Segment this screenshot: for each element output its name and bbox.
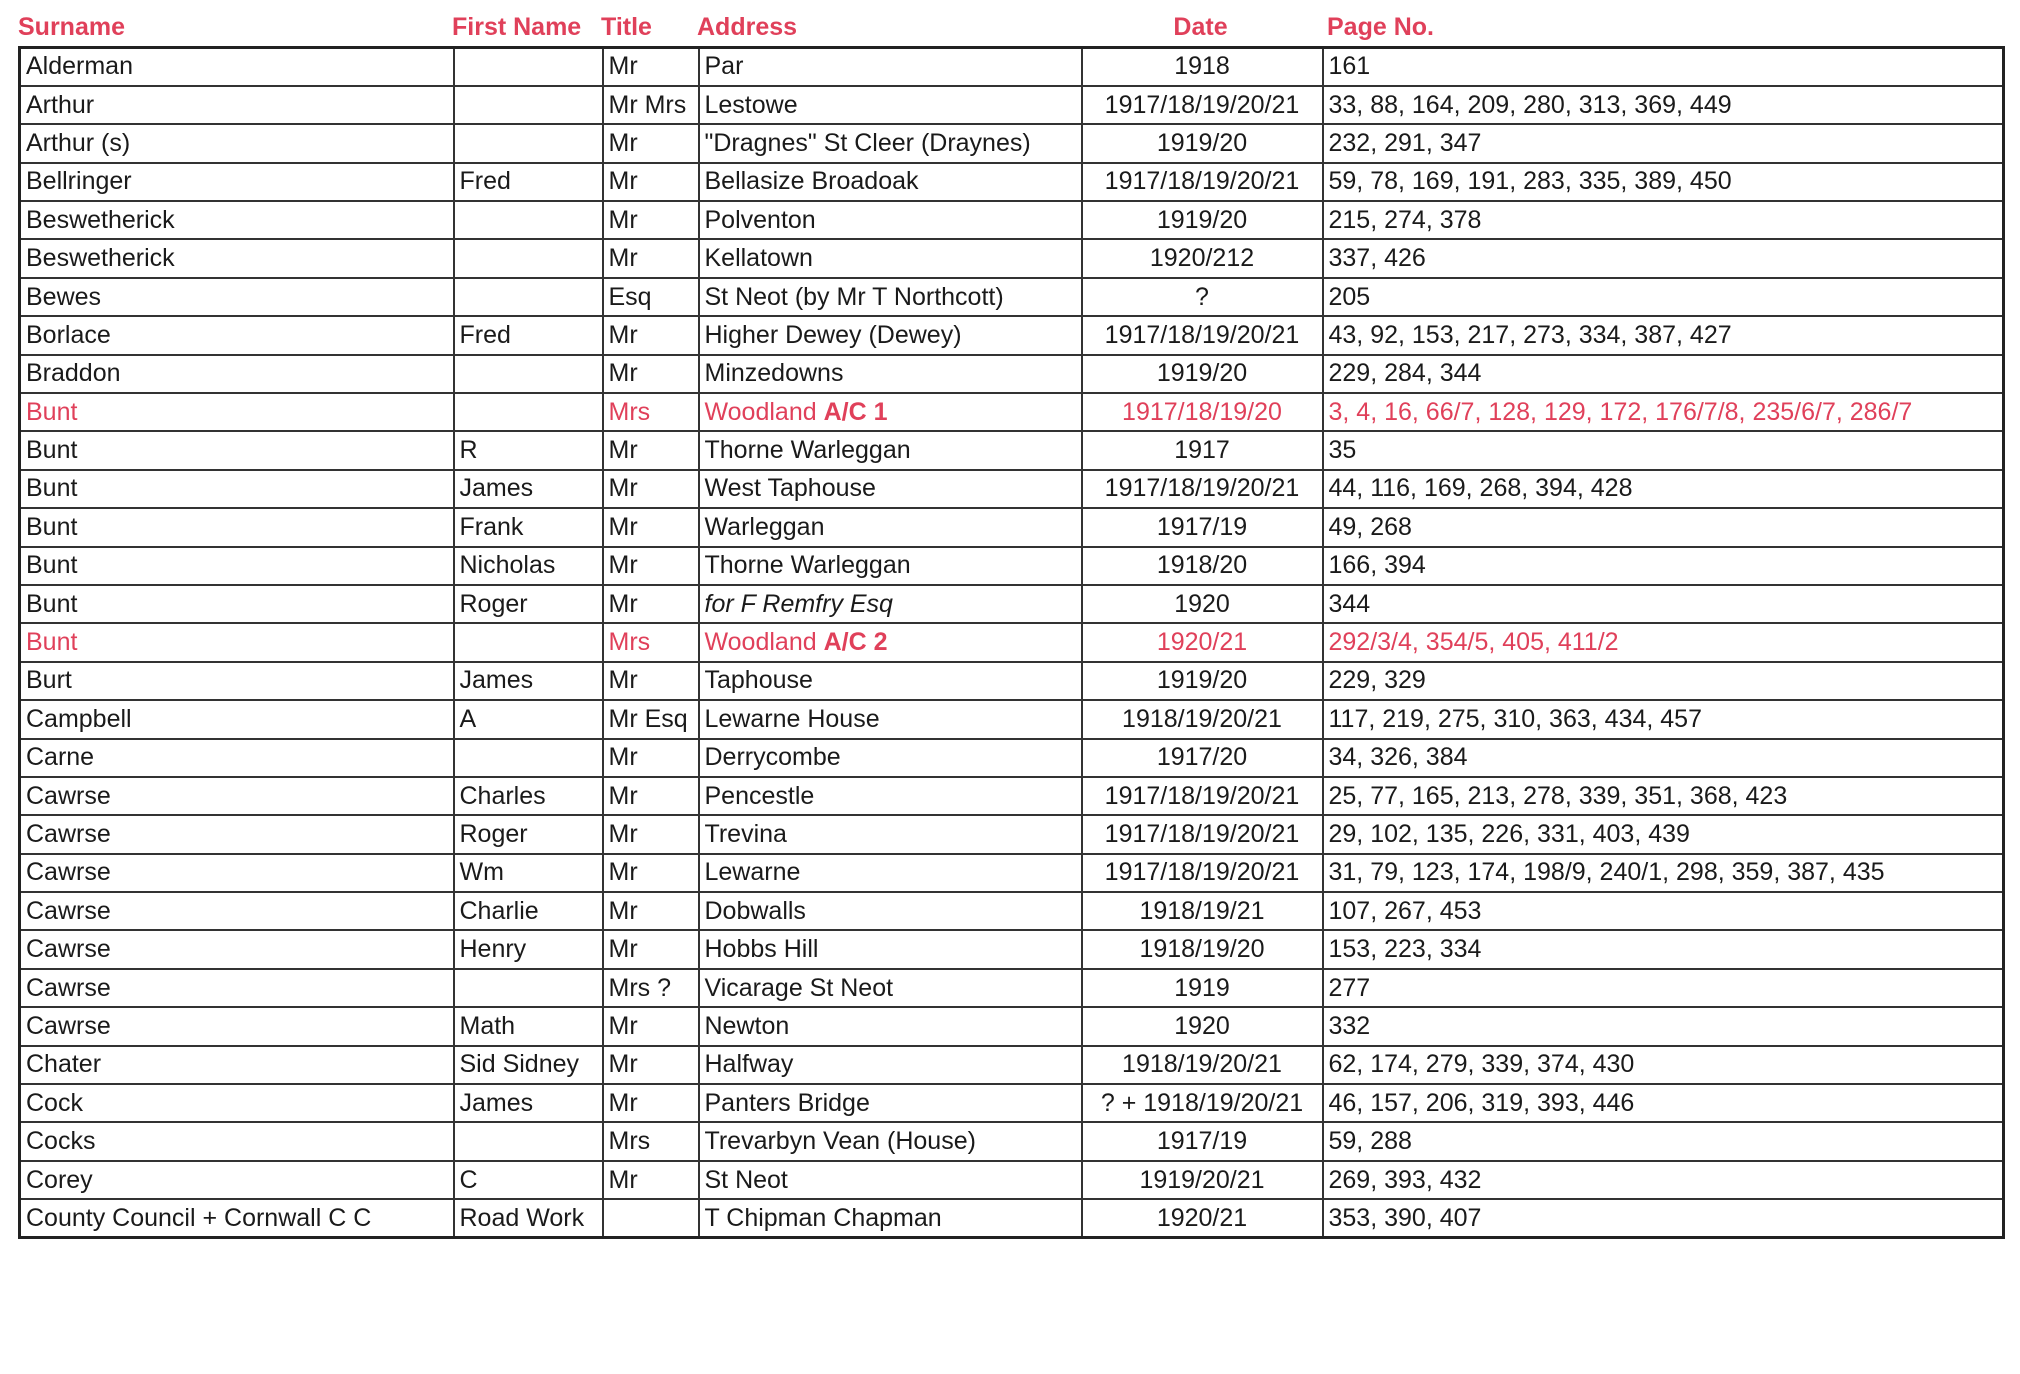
address-text: Thorne Warleggan	[704, 436, 911, 465]
cell-surname: Cawrse	[20, 1007, 454, 1045]
address-text: Dobwalls	[704, 896, 806, 925]
cell-first-name	[454, 278, 603, 316]
cell-first-name: Sid Sidney	[454, 1046, 603, 1084]
cell-title: Mrs	[603, 393, 699, 431]
table-row	[20, 1046, 2004, 1084]
address-text: Hobbs Hill	[704, 935, 819, 964]
cell-date: 1917/18/19/20/21	[1082, 470, 1323, 508]
table-row	[20, 1007, 2004, 1045]
cell-date: 1917	[1082, 431, 1323, 469]
cell-address	[699, 854, 1082, 892]
cell-date: 1917/18/19/20/21	[1082, 854, 1323, 892]
address-text: Lestowe	[704, 90, 798, 119]
address-text: "Dragnes" St Cleer (Draynes)	[704, 128, 1031, 157]
cell-date: 1918/19/20	[1082, 930, 1323, 968]
cell-first-name: Roger	[454, 815, 603, 853]
cell-title: Mr	[603, 163, 699, 201]
table-row	[20, 201, 2004, 239]
cell-address	[699, 431, 1082, 469]
cell-page-no: 153, 223, 334	[1323, 930, 2004, 968]
cell-page-no: 205	[1323, 278, 2004, 316]
cell-title: Mr	[603, 892, 699, 930]
cell-title: Mr	[603, 777, 699, 815]
cell-first-name: James	[454, 662, 603, 700]
cell-surname: Cawrse	[20, 854, 454, 892]
cell-address	[699, 930, 1082, 968]
cell-address	[699, 662, 1082, 700]
cell-address	[699, 470, 1082, 508]
cell-page-no: 25, 77, 165, 213, 278, 339, 351, 368, 423	[1323, 777, 2004, 815]
cell-address	[699, 393, 1082, 431]
cell-date: 1917/18/19/20/21	[1082, 163, 1323, 201]
table-row	[20, 777, 2004, 815]
address-text: Panters Bridge	[704, 1088, 870, 1117]
cell-first-name	[454, 124, 603, 162]
cell-surname: Cawrse	[20, 892, 454, 930]
cell-title: Mr	[603, 316, 699, 354]
cell-surname: Bellringer	[20, 163, 454, 201]
cell-page-no: 166, 394	[1323, 547, 2004, 585]
table-row	[20, 86, 2004, 124]
cell-date: 1919/20	[1082, 124, 1323, 162]
cell-first-name: Nicholas	[454, 547, 603, 585]
cell-address	[699, 1199, 1082, 1237]
cell-date: 1920	[1082, 1007, 1323, 1045]
cell-title: Mr	[603, 585, 699, 623]
cell-first-name: A	[454, 700, 603, 738]
cell-page-no: 34, 326, 384	[1323, 739, 2004, 777]
cell-date: 1918/19/20/21	[1082, 1046, 1323, 1084]
address-text: Derrycombe	[704, 743, 841, 772]
cell-address	[699, 239, 1082, 277]
cell-first-name: Charles	[454, 777, 603, 815]
cell-title: Mrs	[603, 1122, 699, 1160]
table-row	[20, 700, 2004, 738]
header-address: Address	[697, 12, 798, 41]
cell-first-name	[454, 239, 603, 277]
address-text: for F Remfry Esq	[704, 589, 893, 618]
cell-title: Mr Esq	[603, 700, 699, 738]
cell-first-name: Fred	[454, 316, 603, 354]
cell-surname: County Council + Cornwall C C	[20, 1199, 454, 1237]
cell-surname: Cawrse	[20, 815, 454, 853]
cell-first-name: R	[454, 431, 603, 469]
cell-title: Mr	[603, 48, 699, 86]
cell-surname: Carne	[20, 739, 454, 777]
address-text: Woodland	[704, 628, 817, 657]
table-row	[20, 739, 2004, 777]
cell-first-name	[454, 355, 603, 393]
cell-date: 1917/20	[1082, 739, 1323, 777]
cell-first-name	[454, 739, 603, 777]
table-row	[20, 1161, 2004, 1199]
cell-address	[699, 547, 1082, 585]
cell-date: ? + 1918/19/20/21	[1082, 1084, 1323, 1122]
cell-surname: Bunt	[20, 508, 454, 546]
address-text: Bellasize Broadoak	[704, 167, 919, 196]
cell-address	[699, 316, 1082, 354]
cell-title: Mr	[603, 239, 699, 277]
account-label: A/C 1	[823, 397, 888, 426]
address-text: Trevarbyn Vean (House)	[704, 1127, 976, 1156]
ledger-index-page	[18, 8, 2002, 1239]
cell-surname: Cawrse	[20, 777, 454, 815]
cell-surname: Cawrse	[20, 969, 454, 1007]
cell-surname: Cawrse	[20, 930, 454, 968]
cell-title: Mr	[603, 201, 699, 239]
cell-title: Mr	[603, 124, 699, 162]
cell-title: Mr	[603, 662, 699, 700]
cell-surname: Bunt	[20, 547, 454, 585]
cell-surname: Alderman	[20, 48, 454, 86]
table-row	[20, 48, 2004, 86]
cell-date: 1917/19	[1082, 1122, 1323, 1160]
cell-address	[699, 163, 1082, 201]
cell-surname: Beswetherick	[20, 201, 454, 239]
address-text: T Chipman Chapman	[704, 1203, 942, 1232]
address-text: Kellatown	[704, 244, 813, 273]
address-text: Trevina	[704, 820, 787, 848]
cell-first-name: James	[454, 470, 603, 508]
cell-address	[699, 739, 1082, 777]
table-row	[20, 163, 2004, 201]
cell-surname: Bunt	[20, 393, 454, 431]
table-row	[20, 1122, 2004, 1160]
cell-date: 1917/18/19/20/21	[1082, 815, 1323, 853]
cell-page-no: 44, 116, 169, 268, 394, 428	[1323, 470, 2004, 508]
cell-title: Mr	[603, 815, 699, 853]
cell-title: Mrs	[603, 623, 699, 661]
cell-address	[699, 1084, 1082, 1122]
ledger-table-body	[20, 48, 2004, 1238]
cell-first-name: Henry	[454, 930, 603, 968]
cell-first-name: Roger	[454, 585, 603, 623]
header-page-no: Page No.	[1327, 12, 1434, 41]
cell-surname: Campbell	[20, 700, 454, 738]
cell-surname: Bunt	[20, 585, 454, 623]
cell-date: 1917/19	[1082, 508, 1323, 546]
table-row	[20, 815, 2004, 853]
cell-first-name: C	[454, 1161, 603, 1199]
cell-title: Mr	[603, 854, 699, 892]
address-text: Woodland	[704, 397, 817, 426]
cell-address	[699, 585, 1082, 623]
cell-page-no: 35	[1323, 431, 2004, 469]
cell-date: 1917/18/19/20/21	[1082, 777, 1323, 815]
table-row	[20, 316, 2004, 354]
cell-page-no: 46, 157, 206, 319, 393, 446	[1323, 1084, 2004, 1122]
cell-first-name: Math	[454, 1007, 603, 1045]
cell-title: Esq	[603, 278, 699, 316]
cell-address	[699, 201, 1082, 239]
cell-date: 1919/20/21	[1082, 1161, 1323, 1199]
table-row	[20, 470, 2004, 508]
cell-surname: Bunt	[20, 470, 454, 508]
address-text: Lewarne House	[704, 704, 880, 733]
table-row	[20, 508, 2004, 546]
account-label: A/C 2	[823, 628, 888, 657]
header-date: Date	[1173, 12, 1228, 41]
header-first-name: First Name	[452, 12, 582, 41]
cell-page-no: 229, 329	[1323, 662, 2004, 700]
cell-title: Mr	[603, 739, 699, 777]
cell-date: 1920/21	[1082, 1199, 1323, 1237]
cell-address	[699, 508, 1082, 546]
cell-title: Mr Mrs	[603, 86, 699, 124]
cell-address	[699, 969, 1082, 1007]
cell-first-name	[454, 969, 603, 1007]
cell-page-no: 107, 267, 453	[1323, 892, 2004, 930]
cell-date: 1918	[1082, 48, 1323, 86]
cell-title: Mr	[603, 431, 699, 469]
cell-address	[699, 86, 1082, 124]
cell-first-name: Fred	[454, 163, 603, 201]
address-text: Newton	[704, 1011, 790, 1040]
table-row	[20, 278, 2004, 316]
address-text: Warleggan	[704, 512, 825, 541]
ledger-table	[18, 46, 2005, 1239]
cell-first-name	[454, 86, 603, 124]
cell-address	[699, 1007, 1082, 1045]
cell-first-name: Wm	[454, 854, 603, 892]
cell-page-no: 33, 88, 164, 209, 280, 313, 369, 449	[1323, 86, 2004, 124]
cell-date: 1917/18/19/20/21	[1082, 86, 1323, 124]
table-row	[20, 585, 2004, 623]
cell-date: 1918/19/20/21	[1082, 700, 1323, 738]
table-row	[20, 431, 2004, 469]
cell-title: Mr	[603, 508, 699, 546]
table-row	[20, 892, 2004, 930]
cell-date: 1917/18/19/20	[1082, 393, 1323, 431]
cell-first-name	[454, 393, 603, 431]
cell-surname: Bunt	[20, 623, 454, 661]
table-row	[20, 239, 2004, 277]
cell-surname: Chater	[20, 1046, 454, 1084]
cell-date: 1920/21	[1082, 623, 1323, 661]
cell-address	[699, 355, 1082, 393]
cell-page-no: 117, 219, 275, 310, 363, 434, 457	[1323, 700, 2004, 738]
cell-date: 1919/20	[1082, 201, 1323, 239]
table-row	[20, 662, 2004, 700]
header-title: Title	[601, 12, 652, 41]
cell-address	[699, 700, 1082, 738]
cell-page-no: 337, 426	[1323, 239, 2004, 277]
cell-date: 1917/18/19/20/21	[1082, 316, 1323, 354]
address-text: St Neot	[704, 1165, 788, 1194]
address-text: Lewarne	[704, 858, 801, 887]
cell-date: 1919/20	[1082, 355, 1323, 393]
cell-address	[699, 777, 1082, 815]
cell-first-name	[454, 48, 603, 86]
cell-page-no: 29, 102, 135, 226, 331, 403, 439	[1323, 815, 2004, 853]
table-row	[20, 393, 2004, 431]
cell-surname: Cock	[20, 1084, 454, 1122]
cell-title	[603, 1199, 699, 1237]
cell-surname: Beswetherick	[20, 239, 454, 277]
address-text: St Neot (by Mr T Northcott)	[704, 282, 1004, 311]
cell-first-name	[454, 201, 603, 239]
cell-address	[699, 815, 1082, 853]
cell-address	[699, 1161, 1082, 1199]
cell-title: Mr	[603, 470, 699, 508]
cell-page-no: 59, 288	[1323, 1122, 2004, 1160]
cell-title: Mr	[603, 930, 699, 968]
cell-page-no: 229, 284, 344	[1323, 355, 2004, 393]
address-text: Vicarage St Neot	[704, 973, 894, 1002]
cell-page-no: 292/3/4, 354/5, 405, 411/2	[1323, 623, 2004, 661]
table-row	[20, 547, 2004, 585]
cell-surname: Arthur	[20, 86, 454, 124]
cell-date: 1918/20	[1082, 547, 1323, 585]
cell-address	[699, 278, 1082, 316]
cell-page-no: 344	[1323, 585, 2004, 623]
cell-address	[699, 48, 1082, 86]
table-row	[20, 854, 2004, 892]
cell-address	[699, 892, 1082, 930]
cell-title: Mr	[603, 547, 699, 585]
cell-date: 1919	[1082, 969, 1323, 1007]
cell-page-no: 332	[1323, 1007, 2004, 1045]
address-text: Minzedowns	[704, 359, 844, 388]
table-row	[20, 1199, 2004, 1237]
cell-surname: Borlace	[20, 316, 454, 354]
cell-page-no: 59, 78, 169, 191, 283, 335, 389, 450	[1323, 163, 2004, 201]
cell-page-no: 269, 393, 432	[1323, 1161, 2004, 1199]
cell-page-no: 3, 4, 16, 66/7, 128, 129, 172, 176/7/8, 235/6/7, 286/7	[1323, 393, 2004, 431]
cell-date: 1918/19/21	[1082, 892, 1323, 930]
cell-surname: Cocks	[20, 1122, 454, 1160]
table-row	[20, 124, 2004, 162]
table-row	[20, 930, 2004, 968]
cell-first-name: Road Work	[454, 1199, 603, 1237]
cell-surname: Bunt	[20, 431, 454, 469]
table-row	[20, 623, 2004, 661]
cell-address	[699, 124, 1082, 162]
table-row	[20, 1084, 2004, 1122]
cell-surname: Bewes	[20, 278, 454, 316]
cell-title: Mr	[603, 1084, 699, 1122]
table-row	[20, 969, 2004, 1007]
cell-surname: Corey	[20, 1161, 454, 1199]
cell-address	[699, 1046, 1082, 1084]
cell-page-no: 31, 79, 123, 174, 198/9, 240/1, 298, 359, 387, 435	[1323, 854, 2004, 892]
address-text: Taphouse	[704, 666, 813, 695]
cell-first-name: James	[454, 1084, 603, 1122]
cell-surname: Braddon	[20, 355, 454, 393]
address-text: Higher Dewey (Dewey)	[704, 320, 962, 349]
cell-date: 1919/20	[1082, 662, 1323, 700]
cell-date: 1920	[1082, 585, 1323, 623]
cell-address	[699, 1122, 1082, 1160]
address-text: Polventon	[704, 205, 816, 234]
cell-first-name	[454, 623, 603, 661]
table-row	[20, 355, 2004, 393]
cell-surname: Arthur (s)	[20, 124, 454, 162]
address-text: West Taphouse	[704, 474, 876, 503]
cell-title: Mr	[603, 1007, 699, 1045]
cell-page-no: 62, 174, 279, 339, 374, 430	[1323, 1046, 2004, 1084]
address-text: Par	[704, 52, 744, 81]
cell-page-no: 49, 268	[1323, 508, 2004, 546]
cell-page-no: 232, 291, 347	[1323, 124, 2004, 162]
header-surname: Surname	[18, 12, 125, 41]
cell-first-name	[454, 1122, 603, 1160]
cell-page-no: 353, 390, 407	[1323, 1199, 2004, 1237]
cell-first-name: Charlie	[454, 892, 603, 930]
cell-title: Mr	[603, 355, 699, 393]
cell-first-name: Frank	[454, 508, 603, 546]
cell-surname: Burt	[20, 662, 454, 700]
column-header-row	[18, 8, 2002, 46]
cell-title: Mrs ?	[603, 969, 699, 1007]
cell-page-no: 215, 274, 378	[1323, 201, 2004, 239]
cell-page-no: 161	[1323, 48, 2004, 86]
cell-title: Mr	[603, 1046, 699, 1084]
cell-date: ?	[1082, 278, 1323, 316]
cell-page-no: 43, 92, 153, 217, 273, 334, 387, 427	[1323, 316, 2004, 354]
cell-page-no: 277	[1323, 969, 2004, 1007]
cell-title: Mr	[603, 1161, 699, 1199]
address-text: Halfway	[704, 1050, 794, 1079]
cell-address	[699, 623, 1082, 661]
address-text: Thorne Warleggan	[704, 551, 911, 580]
cell-date: 1920/212	[1082, 239, 1323, 277]
address-text: Pencestle	[704, 781, 815, 810]
